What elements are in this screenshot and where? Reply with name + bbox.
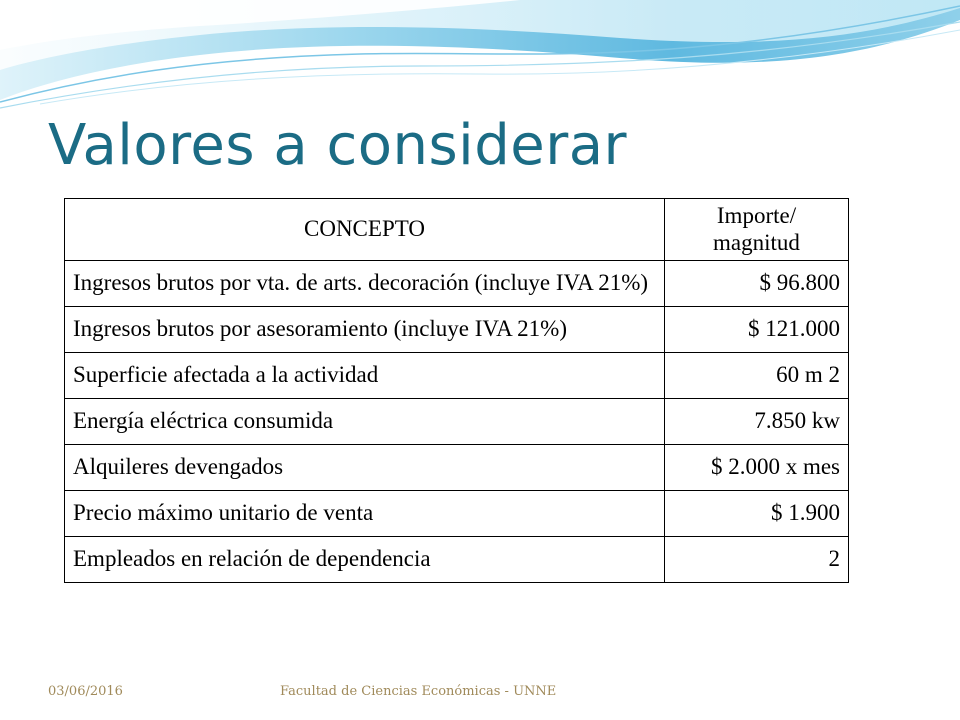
table-header-row — [65, 199, 849, 261]
header-concepto: CONCEPTO — [65, 199, 665, 261]
row-concepto: Ingresos brutos por vta. de arts. decoración (incluye IVA 21%) — [65, 261, 665, 307]
table-row — [65, 537, 849, 583]
header-importe: Importe/ magnitud — [665, 199, 849, 261]
row-importe: $ 2.000 x mes — [665, 445, 849, 491]
row-concepto: Precio máximo unitario de venta — [65, 491, 665, 537]
table-row — [65, 399, 849, 445]
header-wave-decoration — [0, 0, 960, 130]
values-table — [64, 198, 849, 583]
row-concepto: Superficie afectada a la actividad — [65, 353, 665, 399]
table-row — [65, 445, 849, 491]
footer-text: Facultad de Ciencias Económicas - UNNE — [280, 684, 557, 699]
table-row — [65, 261, 849, 307]
table-row — [65, 491, 849, 537]
slide-title: Valores a considerar — [48, 113, 628, 178]
row-importe: 7.850 kw — [665, 399, 849, 445]
row-importe: 2 — [665, 537, 849, 583]
row-concepto: Empleados en relación de dependencia — [65, 537, 665, 583]
footer-date: 03/06/2016 — [48, 684, 123, 699]
row-importe: $ 96.800 — [665, 261, 849, 307]
row-concepto: Ingresos brutos por asesoramiento (incluye IVA 21%) — [65, 307, 665, 353]
row-importe: $ 121.000 — [665, 307, 849, 353]
row-concepto: Alquileres devengados — [65, 445, 665, 491]
row-concepto: Energía eléctrica consumida — [65, 399, 665, 445]
table-row — [65, 353, 849, 399]
table-row — [65, 307, 849, 353]
row-importe: $ 1.900 — [665, 491, 849, 537]
row-importe: 60 m 2 — [665, 353, 849, 399]
